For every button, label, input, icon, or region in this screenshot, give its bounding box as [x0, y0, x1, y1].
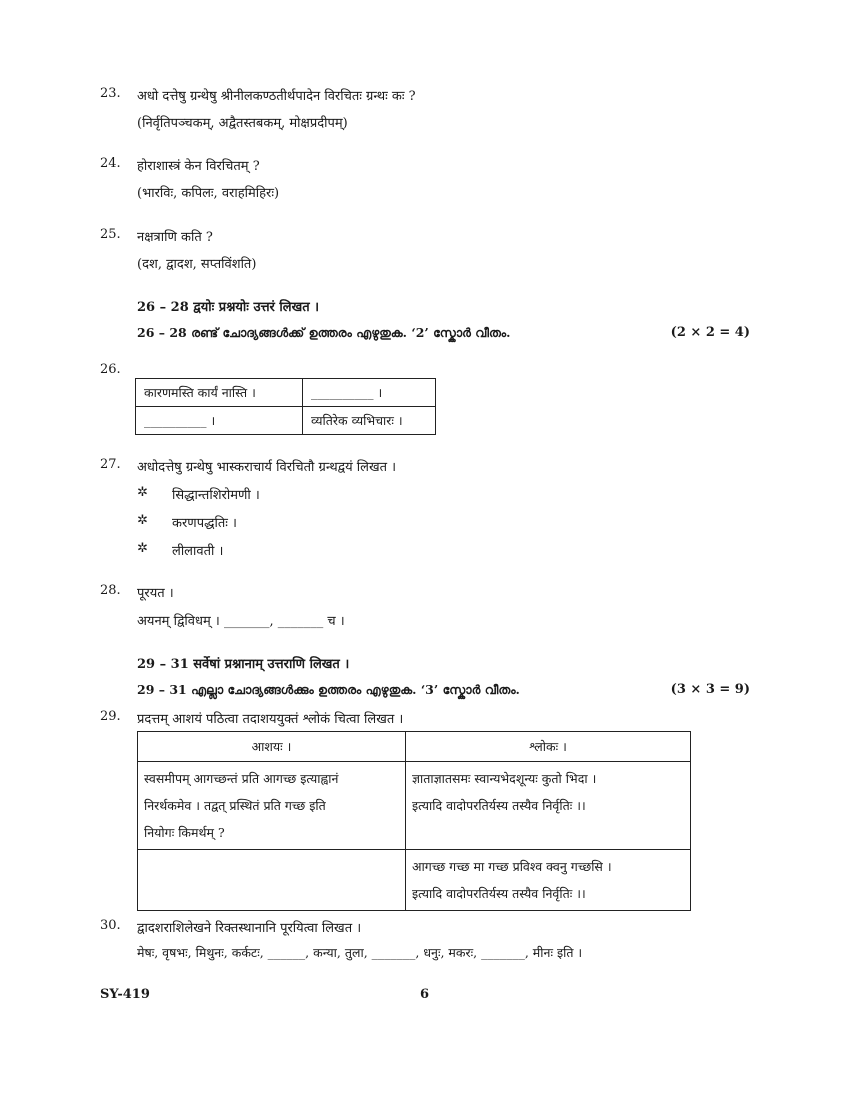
q29-line: नियोगः किमर्थम् ? [144, 825, 225, 840]
section-29-31-malayalam: 29 – 31 എല്ലാ ചോദ്യങ്ങൾക്കും ഉത്തരം എഴുതുക. ‘3’ സ്കോർ വീതം. [137, 682, 520, 697]
page-number: 6 [420, 987, 430, 1002]
q26-cell: व्यतिरेक व्यभिचारः । [303, 407, 436, 435]
q29-table [137, 731, 691, 911]
q25-options: (दश, द्वादश, सप्तविंशति) [137, 257, 257, 272]
q29-line: निरर्थकमेव । तद्वत् प्रस्थितं प्रति गच्छ इति [144, 798, 326, 813]
section-29-31-marks: (3 × 3 = 9) [670, 682, 750, 697]
q28-text: पूरयत । [137, 586, 174, 601]
q30-text: द्वादशराशिलेखने रिक्तस्थानानि पूरयित्वा लिखत । [137, 921, 362, 936]
q24-options: (भारविः, कपिलः, वराहमिहिरः) [137, 186, 280, 201]
q30-number: 30. [100, 918, 121, 933]
q23-number: 23. [100, 86, 121, 101]
q29-cell [138, 850, 406, 911]
q29-line: इत्यादि वादोपरतिर्यस्य तस्यैव निर्वृतिः ।। [412, 886, 586, 901]
q29-line: इत्यादि वादोपरतिर्यस्य तस्यैव निर्वृतिः ।। [412, 798, 586, 813]
q26-number: 26. [100, 362, 121, 377]
q23-text: अधो दत्तेषु ग्रन्थेषु श्रीनीलकण्ठतीर्थपादेन विरचितः ग्रन्थः कः ? [137, 89, 416, 104]
section-29-31-sanskrit: 29 – 31 सर्वेषां प्रश्नानाम् उत्तराणि लिखत । [137, 657, 350, 672]
q27-item: सिद्धान्तशिरोमणी । [172, 488, 260, 503]
footer-code: SY-419 [100, 987, 150, 1002]
q25-number: 25. [100, 227, 121, 242]
q27-item: लीलावती । [172, 544, 224, 559]
q26-table [135, 378, 436, 435]
q29-line: ज्ञाताज्ञातसमः स्वान्यभेदशून्यः कुतो भिदा । [412, 771, 597, 786]
q29-number: 29. [100, 709, 121, 724]
q29-header-shloka: श्लोकः । [406, 732, 691, 762]
q27-number: 27. [100, 457, 121, 472]
q23-options: (निर्वृतिपञ्चकम्, अद्वैतस्तबकम्, मोक्षप्रदीपम्) [137, 116, 348, 131]
bullet-icon: ✲ [137, 541, 148, 556]
q24-number: 24. [100, 156, 121, 171]
q29-line: स्वसमीपम् आगच्छन्तं प्रति आगच्छ इत्याह्वानं [144, 771, 339, 786]
q26-cell: __________ । [303, 379, 436, 407]
q27-item: करणपद्धतिः । [172, 516, 237, 531]
q27-text: अधोदत्तेषु ग्रन्थेषु भास्कराचार्य विरचितौ ग्रन्थद्वयं लिखत । [137, 460, 397, 475]
q28-line: अयनम् द्विविधम् । _______, _______ च । [137, 614, 345, 629]
q24-text: होराशास्त्रं केन विरचितम् ? [137, 159, 260, 174]
q29-header-ashaya: आशयः । [138, 732, 406, 762]
q29-line: आगच्छ गच्छ मा गच्छ प्रविश्व क्वनु गच्छसि । [412, 859, 612, 874]
q29-text: प्रदत्तम् आशयं पठित्वा तदाशययुक्तं श्लोकं चित्वा लिखत । [137, 712, 404, 727]
q30-line: मेषः, वृषभः, मिथुनः, कर्कटः, ______, कन्या, तुला, _______, धनुः, मकरः, _______, मीनः इति । [137, 945, 583, 960]
q29-cell [406, 850, 691, 911]
bullet-icon: ✲ [137, 485, 148, 500]
section-26-28-marks: (2 × 2 = 4) [670, 325, 750, 340]
q29-cell [138, 762, 406, 850]
bullet-icon: ✲ [137, 513, 148, 528]
q29-cell [406, 762, 691, 850]
q26-cell: कारणमस्ति कार्यं नास्ति । [136, 379, 303, 407]
section-26-28-sanskrit: 26 – 28 द्वयोः प्रश्नयोः उत्तरं लिखत । [137, 300, 320, 315]
q28-number: 28. [100, 583, 121, 598]
section-26-28-malayalam: 26 – 28 രണ്ട് ചോദ്യങ്ങൾക്ക് ഉത്തരം എഴുതുക. ‘2’ സ്കോർ വീതം. [137, 325, 511, 340]
q25-text: नक्षत्राणि कति ? [137, 230, 213, 245]
q26-cell: __________ । [136, 407, 303, 435]
